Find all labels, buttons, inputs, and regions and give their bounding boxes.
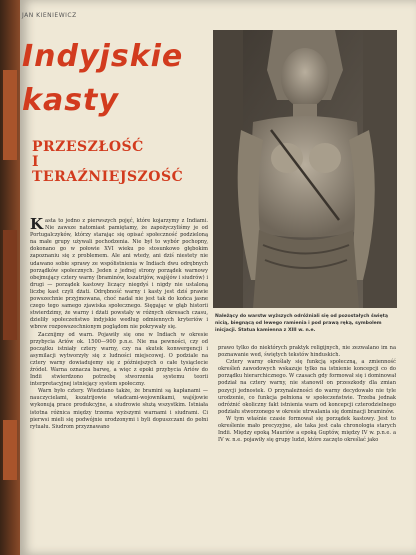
author-name: JAN KIENIEWICZ [22,12,77,19]
statue-photo [213,30,397,308]
paragraph: asta to jedno z pierwszych pojęć, które kojarzymy z Indiami. Nie zawsze natomiast pamiętamy, że zapożyczyliśmy je od Portugalczyków, którzy starając się opisać społeczność podzieloną na małe grupy używali pochodzenia. Nie był to wybór pochopny, dokonano go w połowie XVI wieku po stosunkowo głębokim zapoznaniu się z problemem. Ale ani wtedy, ani dziś niestety nie udawano sobie sprawy ze współistnienia w Indiach dwu odrębnych porządków społecznych. Jeden z jednej strony porządek warnowy obejmujący cztery warny (braminów, kszatrijów, wajśjów i siudrów) i drugi — porządek kastowy liczący niegdyś i nigdy nie ustaloną liczbę kast czyli dżati. Odrębność warny i kasty jest dziś prawie powszechnie przyjmowana, choć nadal nie jest tak do końca jasne czego tego samego zjawiska społecznego. Sięgając w głąb historii stwierdzimy, że warny i dżati powstały w różnych okresach czasu, dzieliły społeczeństwo indyjskie według odmiennych kryteriów i wbrew rozpowszechnionym poglądom nie pokrywały się. [30,218,208,331]
article-title [22,39,184,118]
title-line-1: Indyjskie [22,39,184,74]
edge-image-strip [3,420,17,480]
photo-caption: Należący do warstw wyższych odróżniali się od pozostałych świętą nicią, biegnącą od lewego ramienia i pod prawą ręką, symbolem inicjacji. Statua kamienna z XIII w. n.e. [215,314,388,333]
adjacent-page-edge [0,0,20,555]
paragraph: W tym właśnie czasie formował się porządek kastowy. Jest to określenie mało precyzyjne, ale taka jest cała chronologia starych Indii. Między epoką Mauriów a epoką Guptów, między IV w. p.n.e. a IV w. n.e. pojawiły się grupy ludzi, które zaczęto określać jako [218,415,396,444]
edge-image-strip [3,70,17,160]
paragraph: Warn było cztery. Wiedziano także, że bramini są kapłanami — nauczycielami, kszatrijowie władcami-wojownikami, wajśjowie wykonują prace produkcyjne, a siudrowie służą wszystkim. Istniała istotna różnica między trzema wyższymi warnami i siudrami. Ci pierwsi mieli się podwójnie urodzonymi i byli dopuszczani do pełni rytuału. Siudrom przyznawano [30,388,208,430]
article-column-right [218,345,396,444]
paragraph: Zacznijmy od warn. Pojawiły się one w Indiach w okresie przybycia Ariów ok. 1500—900 p.n.e. Nie ma pewności, czy od początku istniały cztery warny, czy na skutek konwergencji i asymilacji wytworzyły się z ludności miejscowej. O podziale na cztery warny dowiadujemy się z późniejszych o całe tysiąclecie źródeł. Warna oznacza barwę, a więc z epoki przybycia Ariów do Indii stwierdzono potrzebę stworzenia systemu teorii interpretacyjnej istniejący system społeczny. [30,331,208,388]
title-line-2: kasty [22,83,119,118]
statue-illustration [213,30,397,308]
drop-cap: K [30,215,44,233]
subtitle-line-1: PRZESZŁOŚĆ [32,139,144,155]
subtitle-line-3: TERAŹNIEJSZOŚĆ [32,169,184,185]
article-subtitle [32,140,183,185]
paragraph: prawo tylko do niektórych praktyk religijnych, nie zezwalano im na poznawanie wed, świętych tekstów hinduskich. [218,345,396,359]
subtitle-line-2: I [32,154,40,170]
paragraph: Cztery warny określały się funkcją społeczną, a zmienność określeń zawodowych wskazuje tylko na istnienie koncepcji co do porządku hierarchicznego. W czasach gdy formował się i dominował podział na cztery warny, nie stanowił on przeszkody dla zmian pozycji jednostek. O przynależności do warny decydowało nie tyle urodzenie, co funkcja pełniona w społeczeństwie. Trzeba jednak odróżnić okoliczny fakt istnienia warn od koncepcji czterodzielnego podziału stworzonego w okresie utrwalania się dominacji braminów. [218,359,396,415]
edge-image-strip [3,230,17,340]
article-column-left [30,215,208,431]
